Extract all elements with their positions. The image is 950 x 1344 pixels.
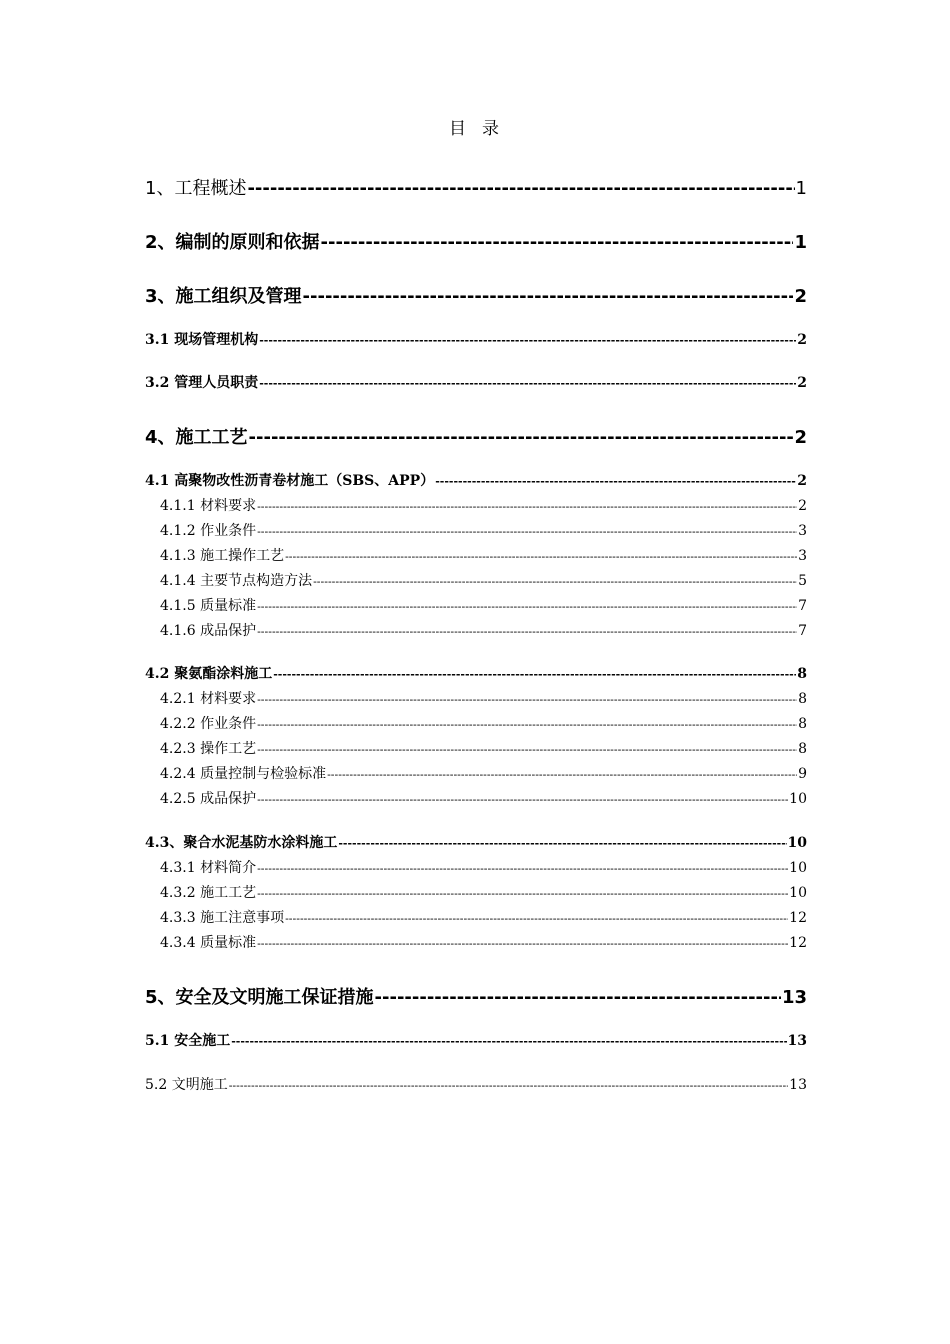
toc-page-number: 2	[797, 332, 807, 348]
toc-leader	[257, 693, 797, 706]
toc-entry-4-3-2[interactable]	[160, 882, 807, 902]
toc-entry-4-2[interactable]	[145, 663, 807, 683]
toc-page-number: 10	[789, 885, 807, 901]
toc-entry-3-2[interactable]	[145, 372, 807, 392]
toc-page-number: 1	[794, 232, 807, 253]
toc-leader	[435, 475, 796, 488]
toc-leader	[327, 768, 797, 781]
toc-entry-4-1-4[interactable]	[160, 570, 807, 590]
toc-leader	[249, 427, 794, 448]
toc-page-number: 2	[798, 498, 807, 514]
toc-entry-4-3-1[interactable]	[160, 857, 807, 877]
toc-entry-4-2-2[interactable]	[160, 713, 807, 733]
toc-entry-4-1-2[interactable]	[160, 520, 807, 540]
toc-entry-text: 4.1.2 作业条件	[160, 523, 257, 539]
toc-entry-3-1[interactable]	[145, 329, 807, 349]
toc-leader	[257, 525, 797, 538]
toc-title-char-2: 录	[482, 119, 501, 139]
toc-entry-text: 4.1.3 施工操作工艺	[160, 548, 285, 564]
toc-entry-4[interactable]	[145, 423, 807, 449]
toc-entry-5-2[interactable]	[145, 1074, 807, 1094]
toc-entry-2[interactable]	[145, 228, 807, 254]
toc-leader	[313, 575, 797, 588]
toc-leader	[285, 912, 788, 925]
toc-entry-4-3-4[interactable]	[160, 932, 807, 952]
toc-page-number: 1	[795, 178, 807, 199]
toc-leader	[229, 1079, 788, 1092]
toc-page-number: 13	[789, 1077, 807, 1093]
toc-page-number: 12	[789, 910, 807, 926]
toc-entry-text: 4.1.6 成品保护	[160, 623, 257, 639]
toc-entry-4-1-3[interactable]	[160, 545, 807, 565]
toc-entry-4-2-1[interactable]	[160, 688, 807, 708]
toc-entry-text: 3.1 现场管理机构	[145, 332, 259, 348]
toc-entry-text: 4.2.4 质量控制与检验标准	[160, 766, 327, 782]
toc-page-number: 7	[798, 598, 807, 614]
toc-entry-text: 4.2.1 材料要求	[160, 691, 257, 707]
toc-entry-4-3-3[interactable]	[160, 907, 807, 927]
toc-entry-3[interactable]	[145, 282, 807, 308]
toc-entry-1[interactable]	[145, 174, 807, 200]
toc-page-number: 8	[797, 666, 807, 682]
toc-entry-text: 4.3.1 材料简介	[160, 860, 257, 876]
toc-leader	[257, 718, 797, 731]
toc-page-number: 9	[798, 766, 807, 782]
toc-leader	[257, 793, 788, 806]
toc-page-number: 2	[797, 375, 807, 391]
toc-entry-text: 3.2 管理人员职责	[145, 375, 259, 391]
toc-leader	[257, 743, 797, 756]
toc-entry-4-1-1[interactable]	[160, 495, 807, 515]
toc-entry-text: 4.1.5 质量标准	[160, 598, 257, 614]
toc-leader	[375, 987, 781, 1008]
toc-leader	[247, 178, 794, 199]
toc-page-number: 10	[787, 835, 807, 851]
toc-leader	[259, 377, 796, 390]
toc-entry-text: 4.1.1 材料要求	[160, 498, 257, 514]
toc-entry-text: 5.2 文明施工	[145, 1077, 228, 1093]
toc-entry-text: 4.1.4 主要节点构造方法	[160, 573, 313, 589]
toc-title-char-1: 目	[449, 119, 468, 139]
toc-leader	[257, 600, 797, 613]
toc-entry-text: 4.2.3 操作工艺	[160, 741, 257, 757]
toc-leader	[257, 625, 797, 638]
toc-page-number: 2	[794, 286, 807, 307]
toc-entry-text: 4.2.5 成品保护	[160, 791, 257, 807]
toc-leader	[273, 668, 796, 681]
toc-entry-text: 4.3、聚合水泥基防水涂料施工	[145, 835, 338, 851]
toc-leader	[338, 837, 786, 850]
toc-entry-text: 4.2.2 作业条件	[160, 716, 257, 732]
toc-entry-4-1-6[interactable]	[160, 620, 807, 640]
toc-entry-text: 1、工程概述	[145, 178, 247, 199]
toc-leader	[321, 232, 794, 253]
toc-title	[0, 114, 950, 139]
toc-leader	[257, 500, 797, 513]
toc-page-number: 8	[798, 741, 807, 757]
toc-page-number: 13	[787, 1033, 807, 1049]
toc-entry-text: 4.3.3 施工注意事项	[160, 910, 285, 926]
toc-entry-4-3[interactable]	[145, 832, 807, 852]
toc-page-number: 10	[789, 860, 807, 876]
toc-entry-4-2-5[interactable]	[160, 788, 807, 808]
toc-leader	[285, 550, 797, 563]
toc-page-number: 7	[798, 623, 807, 639]
toc-page-number: 5	[798, 573, 807, 589]
toc-page-number: 3	[798, 548, 807, 564]
toc-page-number: 2	[797, 473, 807, 489]
toc-leader	[257, 862, 788, 875]
toc-entry-text: 4.1 高聚物改性沥青卷材施工（SBS、APP）	[145, 473, 435, 489]
toc-entry-text: 2、编制的原则和依据	[145, 232, 320, 253]
toc-entry-5[interactable]	[145, 983, 807, 1009]
toc-entry-text: 3、施工组织及管理	[145, 286, 302, 307]
toc-entry-text: 4、施工工艺	[145, 427, 248, 448]
toc-page-number: 3	[798, 523, 807, 539]
toc-leader	[259, 334, 796, 347]
toc-entry-5-1[interactable]	[145, 1030, 807, 1050]
toc-entry-text: 4.2 聚氨酯涂料施工	[145, 666, 273, 682]
toc-page-number: 8	[798, 691, 807, 707]
toc-leader	[257, 887, 788, 900]
toc-page-number: 13	[781, 987, 807, 1008]
toc-page-number: 8	[798, 716, 807, 732]
toc-entry-text: 5、安全及文明施工保证措施	[145, 987, 374, 1008]
toc-page-number: 10	[789, 791, 807, 807]
toc-leader	[303, 286, 794, 307]
toc-entry-4-1-5[interactable]	[160, 595, 807, 615]
toc-entry-4-2-3[interactable]	[160, 738, 807, 758]
toc-page-number: 2	[794, 427, 807, 448]
toc-entry-text: 5.1 安全施工	[145, 1033, 231, 1049]
toc-entry-text: 4.3.2 施工工艺	[160, 885, 257, 901]
toc-leader	[231, 1035, 786, 1048]
toc-entry-4-2-4[interactable]	[160, 763, 807, 783]
toc-entry-text: 4.3.4 质量标准	[160, 935, 257, 951]
toc-entry-4-1[interactable]	[145, 470, 807, 490]
toc-leader	[257, 937, 788, 950]
toc-page-number: 12	[789, 935, 807, 951]
